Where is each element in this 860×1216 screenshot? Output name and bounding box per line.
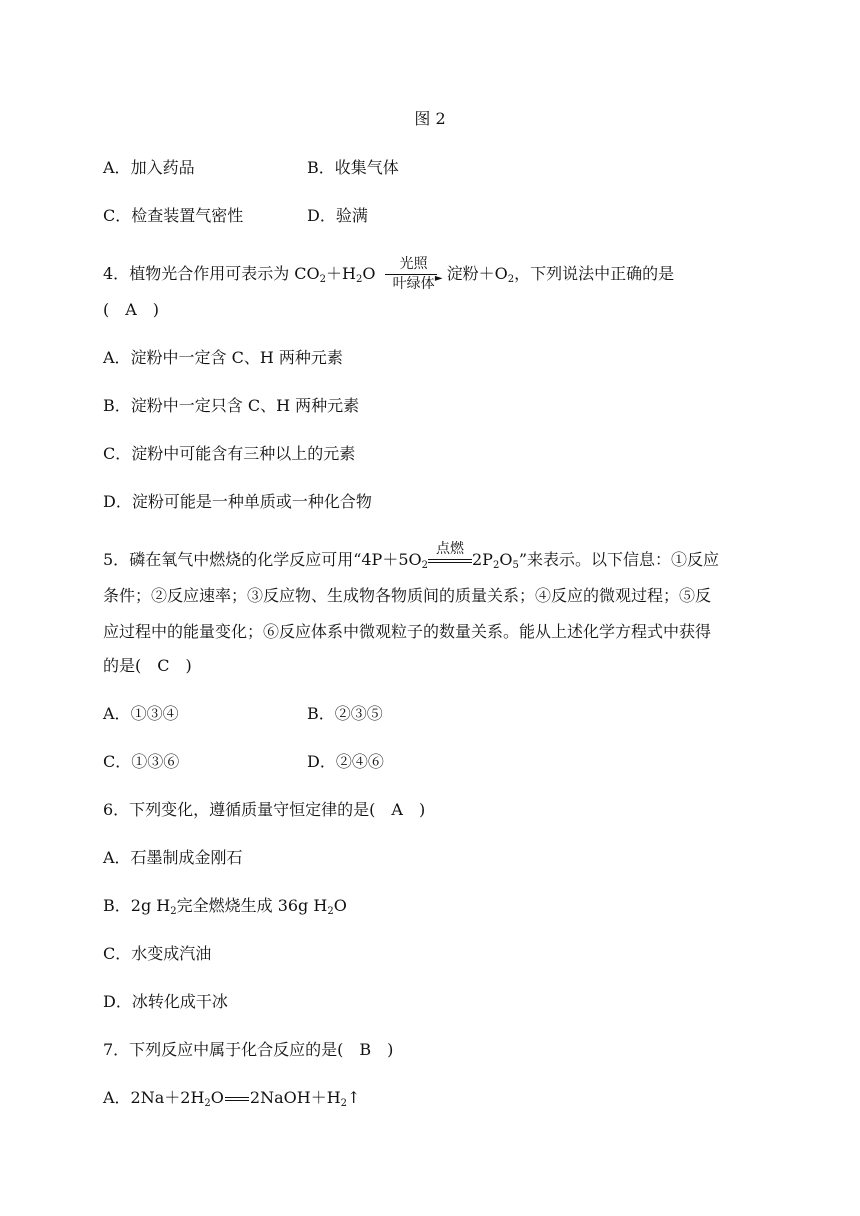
q3-option-a: A．加入药品 <box>103 158 195 177</box>
q4-stem: 4．植物光合作用可表示为 $CO_2+H_2O$ 光照 ► 叶绿体 淀粉$+O_2$，下列说法中正确的是 <box>103 263 674 285</box>
q3-option-d: D．验满 <box>307 206 368 225</box>
q4-option-a: A．淀粉中一定含 C、H 两种元素 <box>103 348 343 367</box>
q4-option-b: B．淀粉中一定只含 C、H 两种元素 <box>103 396 360 415</box>
q3-option-c: C．检查装置气密性 <box>103 206 244 225</box>
q5-stem-line3: 应过程中的能量变化；⑥反应体系中微观粒子的数量关系。能从上述化学方程式中获得 <box>103 622 712 641</box>
q6-option-a: A．石墨制成金刚石 <box>103 848 243 867</box>
reaction-condition-arrow: 光照 ► 叶绿体 <box>383 263 445 285</box>
q5-option-b: B．②③⑤ <box>307 704 383 723</box>
q6-option-d: D．冰转化成干冰 <box>103 992 228 1011</box>
equals-sign <box>224 1087 250 1109</box>
q5-stem-line2: 条件；②反应速率；③反应物、生成物各物质间的质量关系；④反应的微观过程；⑤反 <box>103 586 712 605</box>
condition-light: 光照 <box>399 256 428 272</box>
q7-stem: 7．下列反应中属于化合反应的是( B ) <box>103 1040 394 1059</box>
q5-stem-line1: 5．磷在氧气中燃烧的化学反应可用“$4P+5O_2$ 点燃 $2P_2O_5$”来表示。以下信息：①反应 <box>103 541 720 571</box>
q7-option-a: A．$2Na+2H_2O$ $2NaOH+H_2↑$ <box>103 1088 361 1109</box>
q4-answer: ( A ) <box>103 300 160 319</box>
q6-option-c: C．水变成汽油 <box>103 944 212 963</box>
q5-option-a: A．①③④ <box>103 704 179 723</box>
figure-caption: 图 2 <box>414 109 446 128</box>
ignite-condition: 点燃 <box>428 549 472 571</box>
q5-option-d: D．②④⑥ <box>307 752 384 771</box>
q5-option-c: C．①③⑥ <box>103 752 180 771</box>
q6-stem: 6．下列变化，遵循质量守恒定律的是( A ) <box>103 800 426 819</box>
condition-chloroplast: 叶绿体 <box>392 276 435 292</box>
q4-option-d: D．淀粉可能是一种单质或一种化合物 <box>103 492 372 511</box>
gas-up-arrow-icon: ↑ <box>347 1088 361 1107</box>
q5-stem-line4: 的是( C ) <box>103 656 192 675</box>
q4-option-c: C．淀粉中可能含有三种以上的元素 <box>103 444 356 463</box>
q6-option-b: B．2g $H_2$完全燃烧生成 36g $H_2O$ <box>103 896 347 917</box>
q3-option-b: B．收集气体 <box>307 158 399 177</box>
